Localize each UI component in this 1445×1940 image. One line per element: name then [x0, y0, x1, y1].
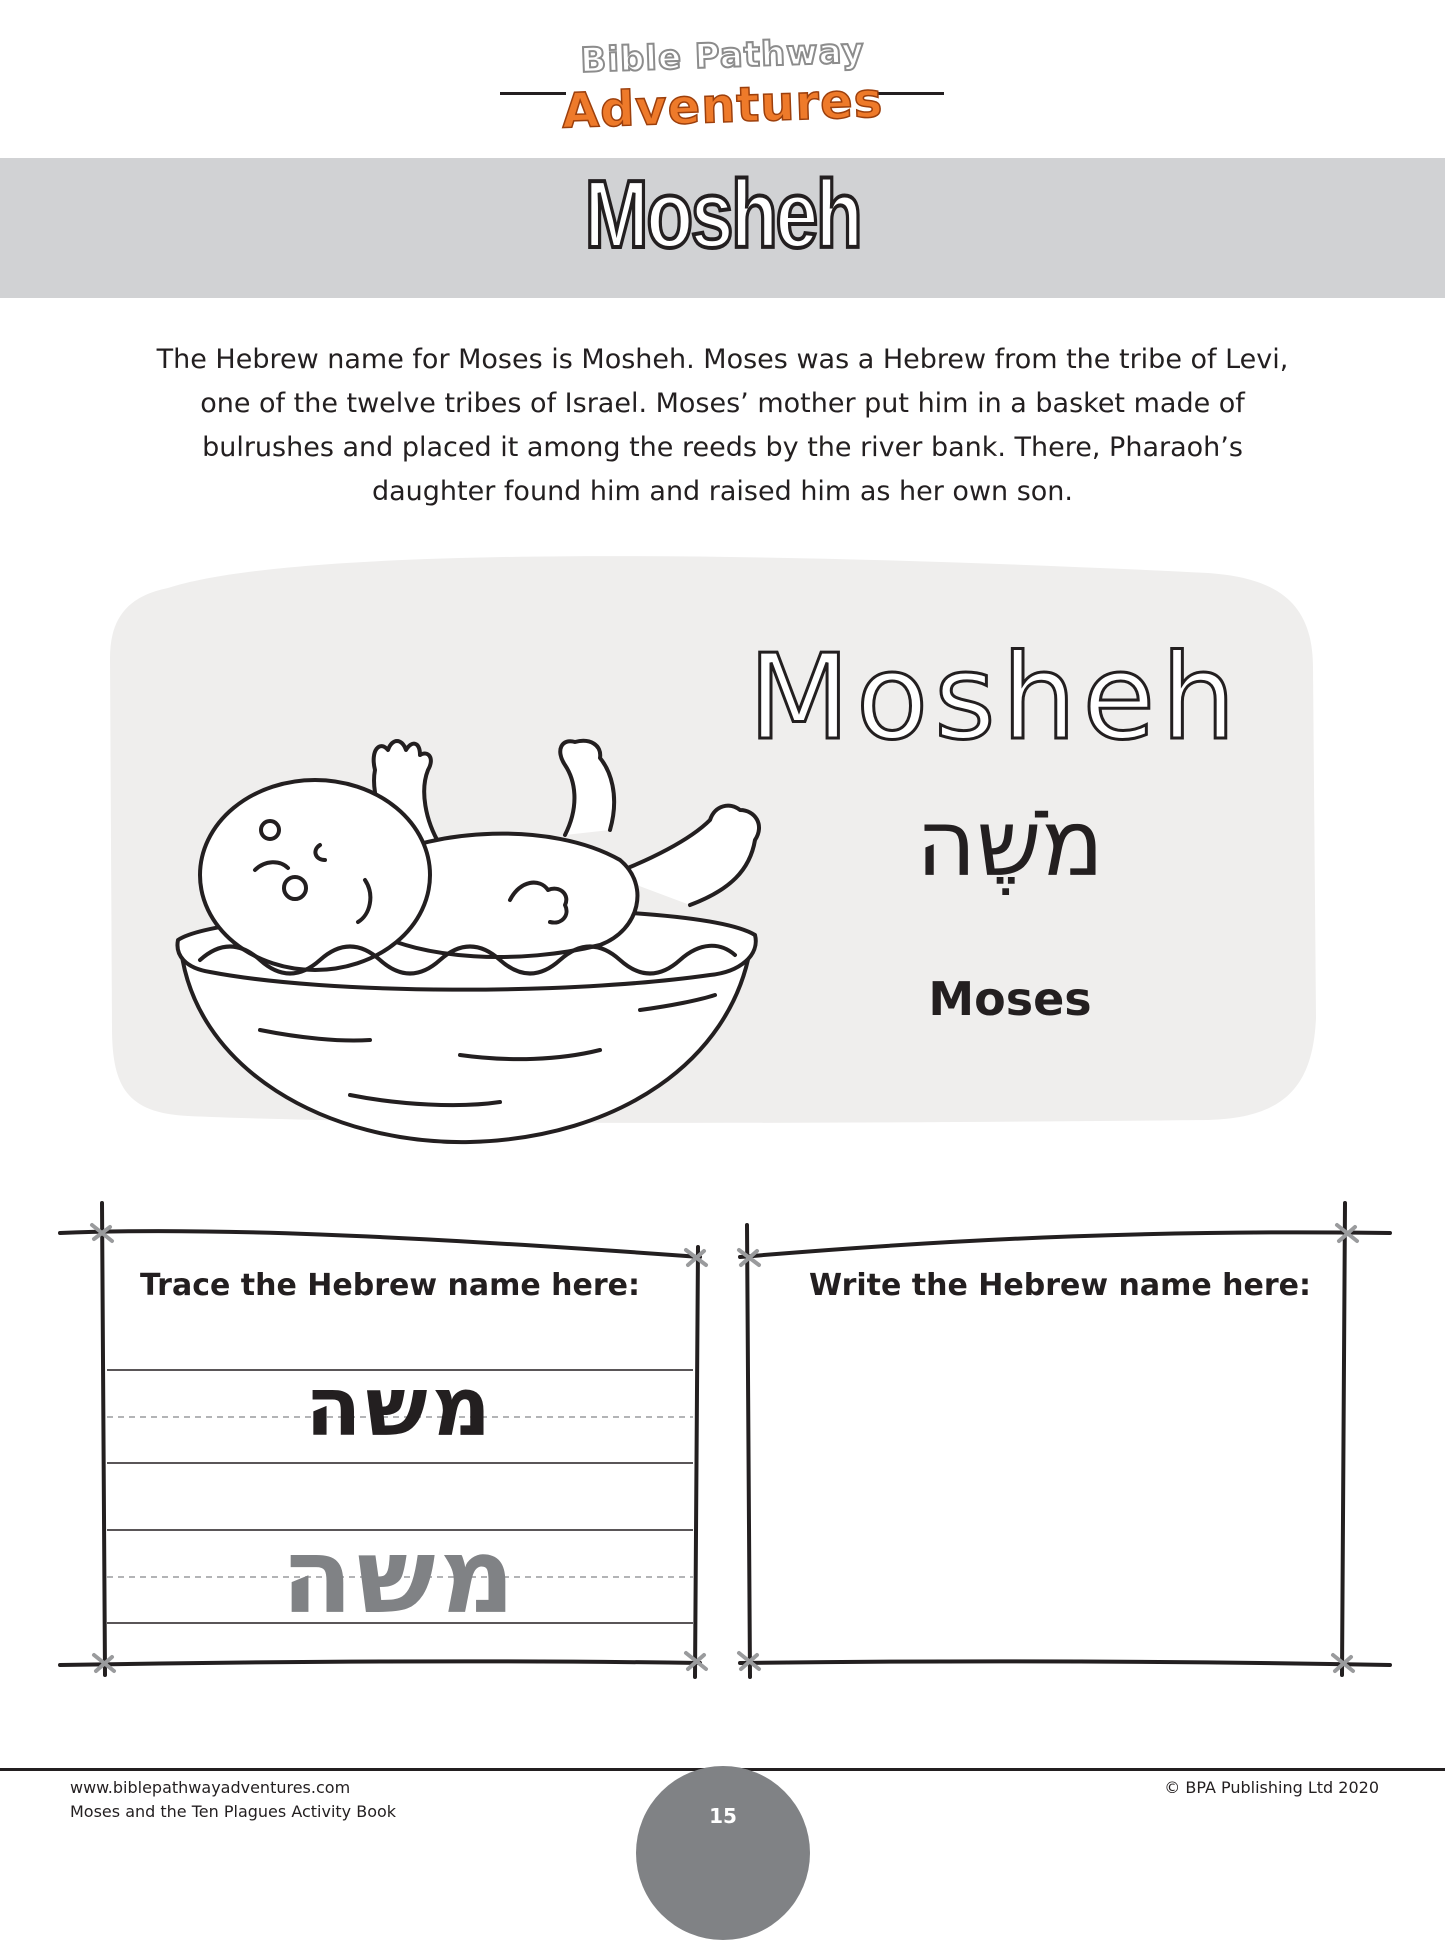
logo-divider-left: [500, 92, 566, 95]
logo-adventures: Adventures: [560, 72, 885, 140]
baby-in-basket-picture: [170, 710, 780, 1150]
english-name: Moses: [928, 972, 1092, 1026]
footer-book-title: Moses and the Ten Plagues Activity Book: [70, 1802, 397, 1821]
write-board-label: Write the Hebrew name here:: [809, 1268, 1311, 1303]
footer-copyright: © BPA Publishing Ltd 2020: [1164, 1778, 1379, 1797]
logo-divider-right: [878, 92, 944, 95]
write-area[interactable]: [760, 1330, 1320, 1650]
page-number-badge: [636, 1766, 810, 1940]
hebrew-trace-faint: משה: [281, 1515, 519, 1637]
page-number: 15: [709, 1804, 737, 1828]
outline-name: Mosheh: [748, 628, 1242, 766]
hebrew-name: מֹשֶׁה: [916, 790, 1104, 897]
intro-line: daughter found him and raised him as her own son.: [372, 476, 1073, 507]
logo-bible-pathway: Bible Pathway: [579, 31, 866, 81]
page-title: Mosheh: [584, 161, 861, 268]
intro-line: one of the twelve tribes of Israel. Moses’ mother put him in a basket made of: [200, 388, 1245, 419]
intro-line: bulrushes and placed it among the reeds by the river bank. There, Pharaoh’s: [202, 432, 1243, 463]
trace-board-label: Trace the Hebrew name here:: [140, 1268, 640, 1303]
hebrew-trace-guided: משה: [305, 1360, 495, 1455]
footer-website: www.biblepathwayadventures.com: [70, 1778, 351, 1797]
intro-line: The Hebrew name for Moses is Mosheh. Moses was a Hebrew from the tribe of Levi,: [156, 344, 1289, 375]
intro-paragraph: [150, 338, 1295, 514]
